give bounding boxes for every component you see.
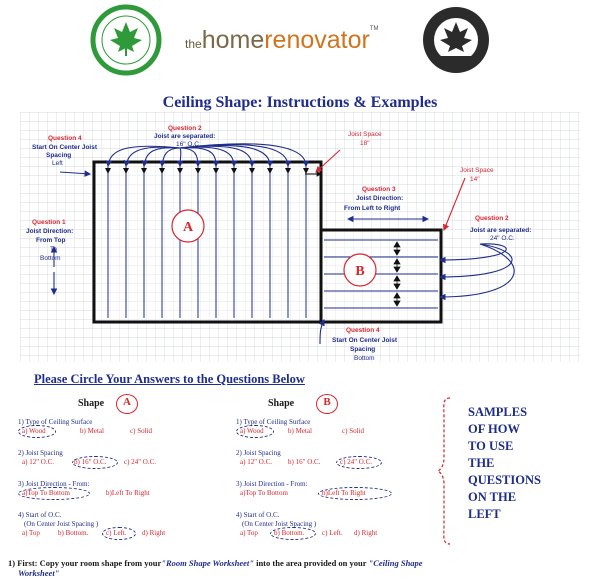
col-b-q1: 1) Type of Ceiling Surface bbox=[236, 418, 311, 426]
samples-line: QUESTIONS bbox=[468, 473, 541, 487]
q4-top-line2: Spacing bbox=[46, 152, 72, 159]
col-b-q2-circle bbox=[336, 456, 382, 469]
shape-b-label: B bbox=[355, 264, 365, 279]
q2-top-title: Question 2 bbox=[168, 125, 202, 132]
q2-right-title: Question 2 bbox=[475, 215, 509, 222]
col-a-q4-c[interactable]: c) Left. bbox=[106, 529, 127, 537]
q4-top-line3: Left bbox=[52, 160, 63, 167]
col-b-q4-c[interactable]: c) Left. bbox=[322, 529, 343, 537]
col-a-q3-circle bbox=[18, 487, 90, 500]
col-b-q4-d[interactable]: d) Right bbox=[354, 529, 378, 537]
samples-line: TO USE bbox=[468, 439, 514, 453]
canada-green-building-council-logo bbox=[90, 4, 162, 76]
col-a-q3-a[interactable]: a)Top To Bottom bbox=[22, 489, 70, 497]
instruction-middle: into the area provided on your bbox=[253, 558, 367, 568]
samples-line: SAMPLES bbox=[468, 405, 528, 419]
red-brace bbox=[436, 396, 456, 546]
shape-a-header: Shape bbox=[78, 398, 105, 409]
col-b-q4-a[interactable]: a) Top bbox=[240, 529, 258, 537]
col-b-q4-sub: (On Center Joist Spacing ) bbox=[242, 520, 317, 528]
samples-line: OF HOW bbox=[468, 422, 520, 436]
col-b-q3: 3) Joist Direction - From: bbox=[236, 480, 308, 488]
col-b-q3-b[interactable]: b)Left To Right bbox=[322, 489, 366, 497]
col-a-q2: 2) Joist Spacing bbox=[18, 449, 63, 457]
brand-the: the bbox=[185, 37, 202, 51]
diagram-svg bbox=[20, 112, 580, 362]
q1-left-title: Question 1 bbox=[32, 219, 66, 226]
brand-tm: TM bbox=[369, 26, 379, 32]
joist-space-top-label: Joist Space bbox=[348, 131, 382, 138]
col-a-q1-a[interactable]: a) Wood bbox=[22, 427, 46, 435]
col-b-q3-circle bbox=[318, 487, 392, 500]
instruction-text bbox=[8, 558, 423, 578]
col-b-q3-a[interactable]: a)Top To Bottom bbox=[240, 489, 288, 497]
q4-bottom-line2: Spacing bbox=[350, 346, 376, 353]
col-b-q2-b[interactable]: b) 16" O.C. bbox=[288, 458, 321, 466]
col-b-q2-c[interactable]: c) 24" O.C. bbox=[340, 458, 373, 466]
col-a-q3: 3) Joist Direction - From: bbox=[18, 480, 90, 488]
col-a-q4-circle bbox=[102, 527, 136, 540]
col-a-q1-circle bbox=[18, 425, 56, 438]
answers-title: Please Circle Your Answers to the Questions Below bbox=[34, 372, 305, 386]
col-a-q4-b[interactable]: b) Bottom. bbox=[58, 529, 89, 537]
q2-right-line2: 24" O.C. bbox=[490, 235, 515, 242]
q2-top-line1: Joist are separated: bbox=[154, 133, 216, 140]
q2-right-line1: Joist are separated: bbox=[470, 227, 532, 234]
instruction-prefix: 1) First: Copy your room shape from your bbox=[8, 558, 162, 568]
q3-mid-line2: From Left to Right bbox=[344, 205, 401, 212]
col-b-questions bbox=[236, 418, 436, 539]
col-b-q1-circle bbox=[236, 425, 274, 438]
col-a-q1-c[interactable]: c) Solid bbox=[130, 427, 152, 435]
col-b-q1-a[interactable]: a) Wood bbox=[240, 427, 264, 435]
q4-bottom-line3: Bottom bbox=[354, 355, 375, 362]
col-a-q4-sub: (On Center Joist Spacing ) bbox=[24, 520, 99, 528]
col-a-questions bbox=[18, 418, 218, 539]
q4-top-title: Question 4 bbox=[48, 135, 82, 142]
col-a-q4: 4) Start of O.C. bbox=[18, 511, 62, 519]
brand-renovator: renovator bbox=[264, 26, 370, 54]
brand-wordmark bbox=[185, 26, 379, 55]
shape-a-letter: A bbox=[123, 396, 131, 408]
q3-mid-line1: Joist Direction: bbox=[356, 195, 404, 202]
col-b-q1-c[interactable]: c) Solid bbox=[342, 427, 364, 435]
usgbc-member-logo bbox=[420, 4, 492, 76]
col-b-q1-b[interactable]: b) Metal bbox=[288, 427, 312, 435]
col-b-q4-b[interactable]: b) Bottom. bbox=[274, 529, 305, 537]
q4-top-line1: Start On Center Joist bbox=[32, 144, 98, 151]
joist-space-right-label: Joist Space bbox=[460, 167, 494, 174]
ceiling-diagram bbox=[20, 112, 580, 362]
col-a-q2-b[interactable]: b) 16" O.C. bbox=[74, 458, 107, 466]
q4-bottom-title: Question 4 bbox=[346, 327, 380, 334]
col-a-q1: 1) Type of Ceiling Surface bbox=[18, 418, 93, 426]
col-a-q4-a[interactable]: a) Top bbox=[22, 529, 40, 537]
page-title: Ceiling Shape: Instructions & Examples bbox=[162, 94, 438, 111]
shape-b-header: Shape bbox=[268, 398, 295, 409]
col-a-q4-d[interactable]: d) Right bbox=[142, 529, 166, 537]
instruction-worksheet2b: Worksheet" bbox=[18, 568, 60, 578]
col-a-q2-a[interactable]: a) 12" O.C. bbox=[22, 458, 55, 466]
q3-mid-title: Question 3 bbox=[362, 186, 396, 193]
q1-left-line3: To bbox=[50, 246, 57, 253]
brand-home: home bbox=[201, 26, 265, 54]
q1-left-line1: Joist Direction: bbox=[26, 228, 74, 235]
q2-top-line2: 16" O.C. bbox=[176, 141, 201, 148]
col-a-q2-c[interactable]: c) 24" O.C. bbox=[124, 458, 157, 466]
col-b-q2: 2) Joist Spacing bbox=[236, 449, 281, 457]
q1-left-line2: From Top bbox=[36, 237, 66, 244]
joist-space-right-value: 14" bbox=[470, 176, 480, 183]
shape-a-label: A bbox=[182, 220, 194, 235]
samples-text bbox=[468, 404, 541, 523]
col-b-q2-a[interactable]: a) 12" O.C. bbox=[240, 458, 273, 466]
q4-bottom-line1: Start On Center Joist bbox=[332, 337, 398, 344]
q1-left-line4: Bottom bbox=[40, 255, 61, 262]
col-b-q4: 4) Start of O.C. bbox=[236, 511, 280, 519]
col-a-q2-circle bbox=[72, 456, 118, 469]
samples-line: ON THE bbox=[468, 490, 517, 504]
col-a-q1-b[interactable]: b) Metal bbox=[80, 427, 104, 435]
instruction-worksheet2: "Ceiling Shape bbox=[368, 558, 423, 568]
col-a-q3-b[interactable]: b)Left To Right bbox=[106, 489, 150, 497]
shape-b-letter: B bbox=[323, 396, 331, 408]
instruction-worksheet1: "Room Shape Worksheet" bbox=[161, 558, 254, 568]
samples-line: LEFT bbox=[468, 507, 501, 521]
joist-space-top-value: 18" bbox=[360, 140, 370, 147]
samples-line: THE bbox=[468, 456, 495, 470]
col-b-q4-circle bbox=[270, 527, 316, 540]
